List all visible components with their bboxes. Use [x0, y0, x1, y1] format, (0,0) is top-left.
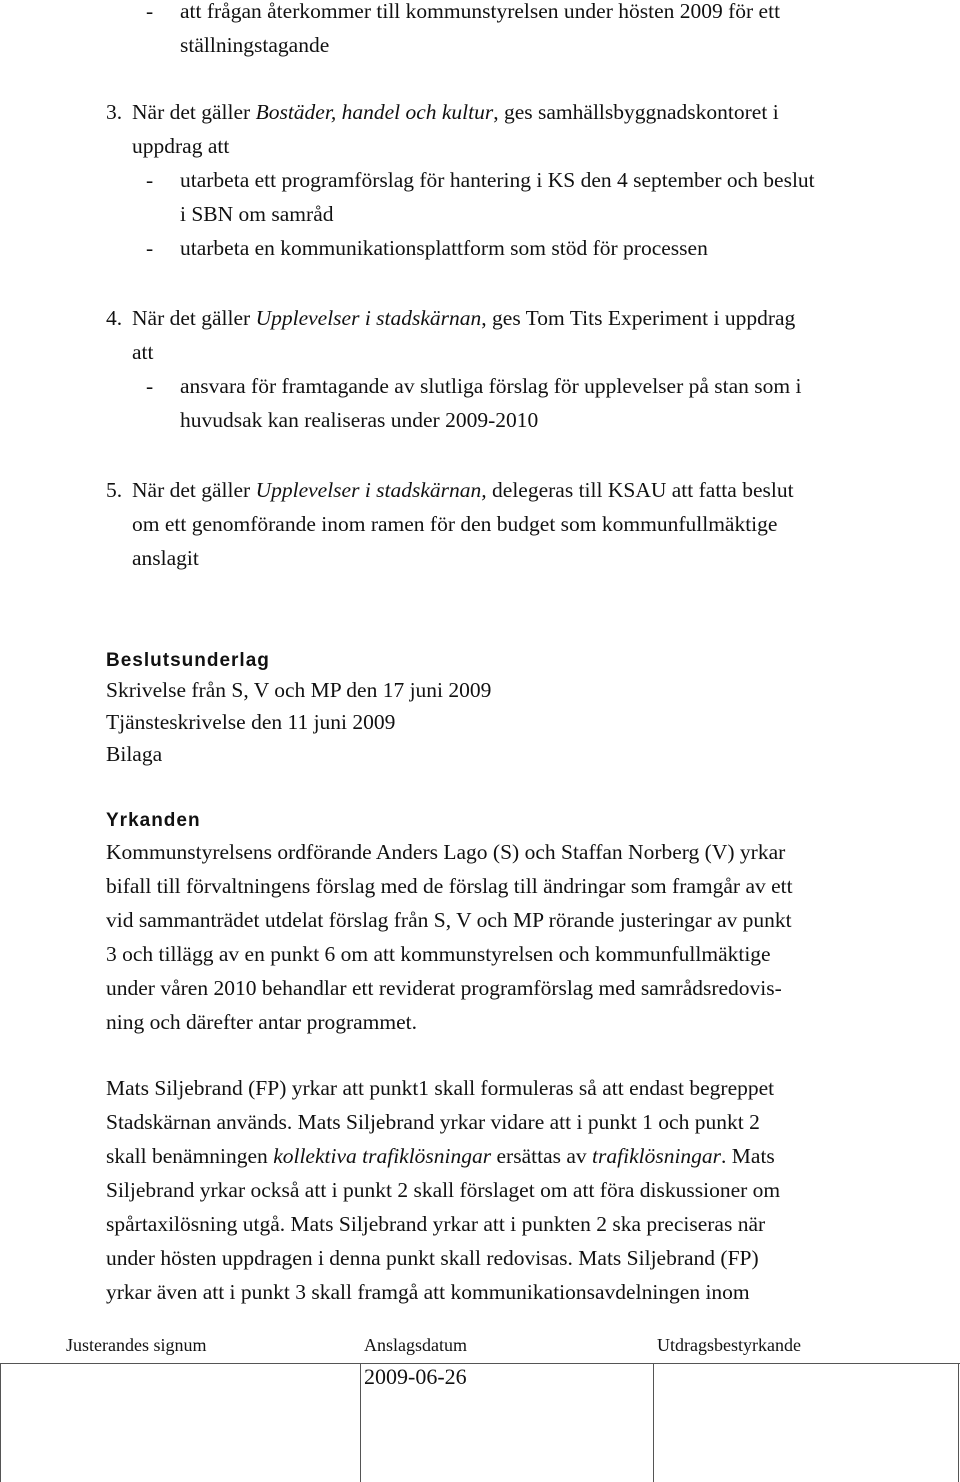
yrkanden-p1-line: 3 och tillägg av en punkt 6 om att kommunstyrelsen och kommunfullmäktige: [106, 942, 771, 966]
item-3-line-2: uppdrag att: [132, 134, 230, 158]
yrkanden-p2-line: under hösten uppdragen i denna punkt skall redovisas. Mats Siljebrand (FP): [106, 1246, 759, 1270]
yrkanden-p1-line: Kommunstyrelsens ordförande Anders Lago (S) och Staffan Norberg (V) yrkar: [106, 840, 786, 864]
footer-label-anslagsdatum: Anslagsdatum: [364, 1335, 467, 1355]
item-4-bullet-1-cont: huvudsak kan realiseras under 2009-2010: [180, 408, 539, 432]
footer-box-border: [0, 1364, 1, 1482]
item-number: 5.: [106, 478, 123, 502]
yrkanden-p1-line: vid sammanträdet utdelat förslag från S, V och MP rörande justeringar av punkt: [106, 908, 792, 932]
yrkanden-p2-line: yrkar även att i punkt 3 skall framgå att kommunikationsavdelningen inom: [106, 1280, 750, 1304]
yrkanden-p2-line: Siljebrand yrkar också att i punkt 2 skall förslaget om att föra diskussioner om: [106, 1178, 781, 1202]
item-3-bullet-2: utarbeta en kommunikationsplattform som stöd för processen: [180, 236, 708, 260]
item-5-line-3: anslagit: [132, 546, 199, 570]
yrkanden-p2-line: Stadskärnan används. Mats Siljebrand yrkar vidare att i punkt 1 och punkt 2: [106, 1110, 760, 1134]
beslutsunderlag-item: Skrivelse från S, V och MP den 17 juni 2009: [106, 678, 492, 702]
item-3-line-1: När det gäller Bostäder, handel och kultur, ges samhällsbyggnadskontoret i: [132, 100, 779, 124]
intro-line: att frågan återkommer till kommunstyrelsen under hösten 2009 för ett: [180, 0, 781, 23]
footer-label-utdragsbestyrkande: Utdragsbestyrkande: [657, 1335, 801, 1355]
item-4-line-1: När det gäller Upplevelser i stadskärnan, ges Tom Tits Experiment i uppdrag: [132, 306, 796, 330]
footer-box-border: [958, 1364, 959, 1482]
footer-anslagsdatum-value: 2009-06-26: [364, 1364, 467, 1389]
yrkanden-p2-line: Mats Siljebrand (FP) yrkar att punkt1 skall formuleras så att endast begreppet: [106, 1076, 775, 1100]
item-3-bullet-1-cont: i SBN om samråd: [180, 202, 334, 226]
footer-box-border: [360, 1364, 361, 1482]
bullet-dash: -: [146, 168, 154, 192]
footer-box-border: [653, 1364, 654, 1482]
yrkanden-p2-line: skall benämningen kollektiva trafiklösningar ersättas av trafiklösningar. Mats: [106, 1144, 775, 1168]
intro-line: ställningstagande: [180, 33, 330, 57]
item-number: 4.: [106, 306, 123, 330]
bullet-dash: -: [146, 0, 154, 23]
item-4-bullet-1: ansvara för framtagande av slutliga förslag för upplevelser på stan som i: [180, 374, 802, 398]
yrkanden-p1-line: ning och därefter antar programmet.: [106, 1010, 418, 1034]
section-heading-yrkanden: Yrkanden: [106, 810, 201, 831]
item-5-line-1: När det gäller Upplevelser i stadskärnan, delegeras till KSAU att fatta beslut: [132, 478, 794, 502]
footer-divider: [0, 1363, 960, 1364]
item-4-line-2: att: [132, 340, 154, 364]
beslutsunderlag-item: Tjänsteskrivelse den 11 juni 2009: [106, 710, 396, 734]
beslutsunderlag-item: Bilaga: [106, 742, 163, 766]
item-number: 3.: [106, 100, 123, 124]
item-5-line-2: om ett genomförande inom ramen för den budget som kommunfullmäktige: [132, 512, 778, 536]
bullet-dash: -: [146, 374, 154, 398]
yrkanden-p1-line: under våren 2010 behandlar ett reviderat programförslag med samrådsredovis-: [106, 976, 782, 1000]
section-heading-beslutsunderlag: Beslutsunderlag: [106, 650, 270, 671]
yrkanden-p1-line: bifall till förvaltningens förslag med de förslag till ändringar som framgår av ett: [106, 874, 793, 898]
item-3-bullet-1: utarbeta ett programförslag för hantering i KS den 4 september och beslut: [180, 168, 815, 192]
bullet-dash: -: [146, 236, 154, 260]
footer-label-justerandes-signum: Justerandes signum: [66, 1335, 207, 1355]
yrkanden-p2-line: spårtaxilösning utgå. Mats Siljebrand yrkar att i punkten 2 ska preciseras när: [106, 1212, 766, 1236]
